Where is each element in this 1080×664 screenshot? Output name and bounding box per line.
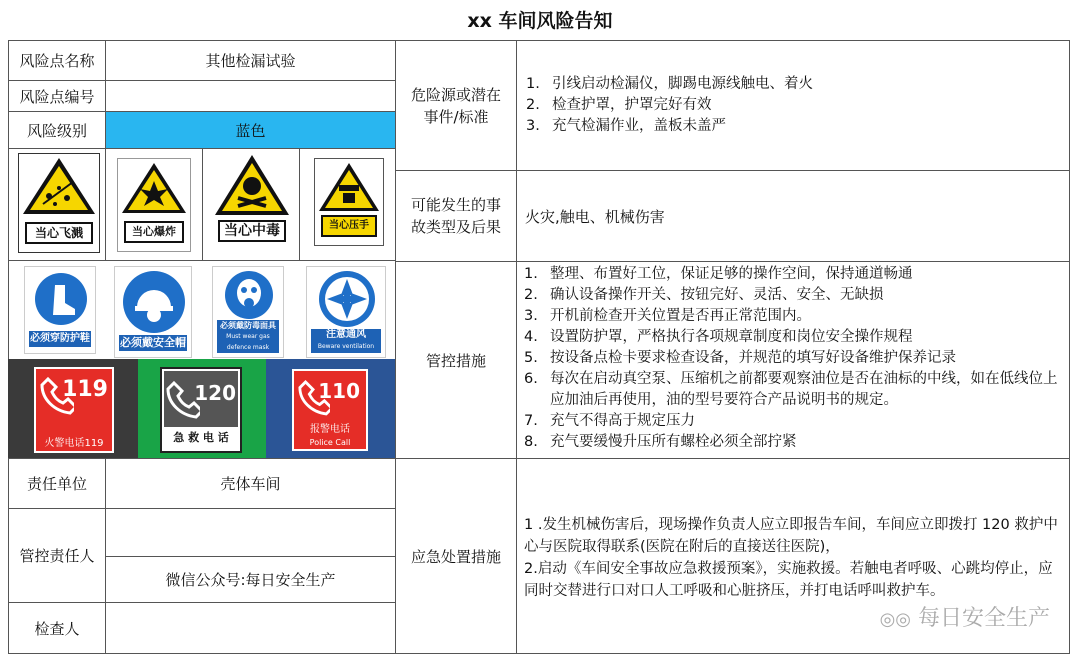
hazard-list <box>526 74 1056 137</box>
list-item: 1. 整理、布置好工位，保证足够的操作空间，保持通道畅通 <box>524 266 913 282</box>
warning-sign-poison <box>212 152 292 250</box>
accident: 火灾,触电、机械伤害 <box>516 170 1070 262</box>
hand-crush-warning-icon <box>315 159 383 215</box>
list-item: 7. 充气不得高于规定压力 <box>524 413 695 429</box>
boots-icon <box>35 273 87 325</box>
resp-unit: 壳体车间 <box>105 458 396 509</box>
emergency-item: 1 .发生机械伤害后，现场操作负责人应立即报告车间，车间应立即拨打 120 救护中心与医院取得联系(医院在附后的直接送往医院)， <box>524 517 1058 555</box>
sign-label: 当心爆炸 <box>124 221 184 243</box>
mandatory-sign-gas-mask <box>212 266 284 358</box>
list-item: 8. 充气要缓慢升压所有螺栓必须全部拧紧 <box>524 434 797 450</box>
skull-warning-icon <box>212 152 292 218</box>
risk-point-no-label: 风险点编号 <box>8 80 106 112</box>
phone-card-police <box>266 359 396 459</box>
resp-person <box>105 508 396 557</box>
phone-number: 120 <box>194 381 236 405</box>
sign-label: 必须穿防护鞋 <box>29 331 91 347</box>
control-label: 管控措施 <box>395 261 517 459</box>
phone-label-sub: Police Call <box>309 438 351 447</box>
watermark-text: 每日安全生产 <box>917 606 1050 631</box>
explosion-warning-icon <box>118 159 190 217</box>
mandatory-sign-ventilation <box>306 266 386 358</box>
phone-label: 火警电话119 <box>44 438 104 449</box>
phone-card-ambulance <box>138 359 266 459</box>
wechat-icon: ◎◎ <box>879 609 911 630</box>
sign-label <box>311 329 381 353</box>
page-title: xx 车间风险告知 <box>467 10 613 32</box>
warning-sign-explosion <box>117 158 191 252</box>
warning-sign-hand-crush <box>314 158 384 246</box>
list-item: 5. 按设备点检卡要求检查设备，并规范的填写好设备维护保养记录 <box>524 350 956 366</box>
risk-point-no <box>105 80 396 112</box>
sign-label: 当心压手 <box>321 215 377 237</box>
inspector-label: 检查人 <box>8 602 106 654</box>
sign-label <box>217 320 279 353</box>
emergency-text <box>524 514 1062 602</box>
list-item: 3. 充气检漏作业，盖板未盖严 <box>526 118 726 134</box>
phone-number: 110 <box>318 379 360 403</box>
resp-unit-label: 责任单位 <box>8 458 106 509</box>
wechat-account: 微信公众号:每日安全生产 <box>105 556 396 603</box>
inspector <box>105 602 396 654</box>
watermark <box>880 601 1050 632</box>
risk-level-label: 风险级别 <box>8 111 106 149</box>
sign-label: 必须戴安全帽 <box>120 336 186 349</box>
risk-point-name-label: 风险点名称 <box>8 40 106 81</box>
list-item: 1. 引线启动检漏仪，脚踢电源线触电、着火 <box>526 76 813 92</box>
splash-warning-icon <box>19 154 99 218</box>
list-item: 2. 检查护罩，护罩完好有效 <box>526 97 712 113</box>
mandatory-sign-helmet <box>114 266 192 358</box>
sign-label-main: 必须戴防毒面具 <box>220 321 276 330</box>
helmet-icon <box>123 271 185 333</box>
warning-sign-splash <box>18 153 100 253</box>
emergency-label: 应急处置措施 <box>395 458 517 654</box>
fan-icon <box>319 271 375 327</box>
phone-number: 119 <box>62 377 108 402</box>
sign-label: 当心中毒 <box>218 220 286 242</box>
sign-label-main: 注意通风 <box>326 329 366 340</box>
list-item: 2. 确认设备操作开关、按钮完好、灵活、安全、无缺损 <box>524 287 884 303</box>
mandatory-sign-boots <box>24 266 96 354</box>
sign-label: 当心飞溅 <box>25 222 93 244</box>
hazard-label: 危险源或潜在事件/标准 <box>395 40 517 171</box>
list-item: 3. 开机前检查开关位置是否再正常范围内。 <box>524 308 811 324</box>
accident-label: 可能发生的事故类型及后果 <box>395 170 517 262</box>
resp-person-label: 管控责任人 <box>8 508 106 603</box>
list-item: 4. 设置防护罩，严格执行各项规章制度和岗位安全操作规程 <box>524 329 913 345</box>
emergency-item: 2.启动《车间安全事故应急救援预案》，实施救援。若触电者呼吸、心跳均停止，应同时交替进行口对口人工呼吸和心脏挤压，并打电话呼叫救护车。 <box>524 561 1053 599</box>
phone-card-fire <box>8 359 138 459</box>
sign-label-sub: Beware ventilation <box>317 343 375 350</box>
gas-mask-icon <box>225 271 273 319</box>
risk-point-name: 其他检漏试验 <box>105 40 396 81</box>
risk-level-badge: 蓝色 <box>105 111 396 149</box>
control-list <box>524 264 1060 453</box>
list-item: 6. 每次在启动真空泵、压缩机之前都要观察油位是否在油标的中线，如在低线位上应加油后再使用，油的型号要符合产品说明书的规定。 <box>524 371 1058 408</box>
phone-label: 急 救 电 话 <box>173 431 229 444</box>
sign-label-sub: Must wear gas defence mask <box>226 333 270 351</box>
phone-label: 报警电话 <box>310 424 350 435</box>
